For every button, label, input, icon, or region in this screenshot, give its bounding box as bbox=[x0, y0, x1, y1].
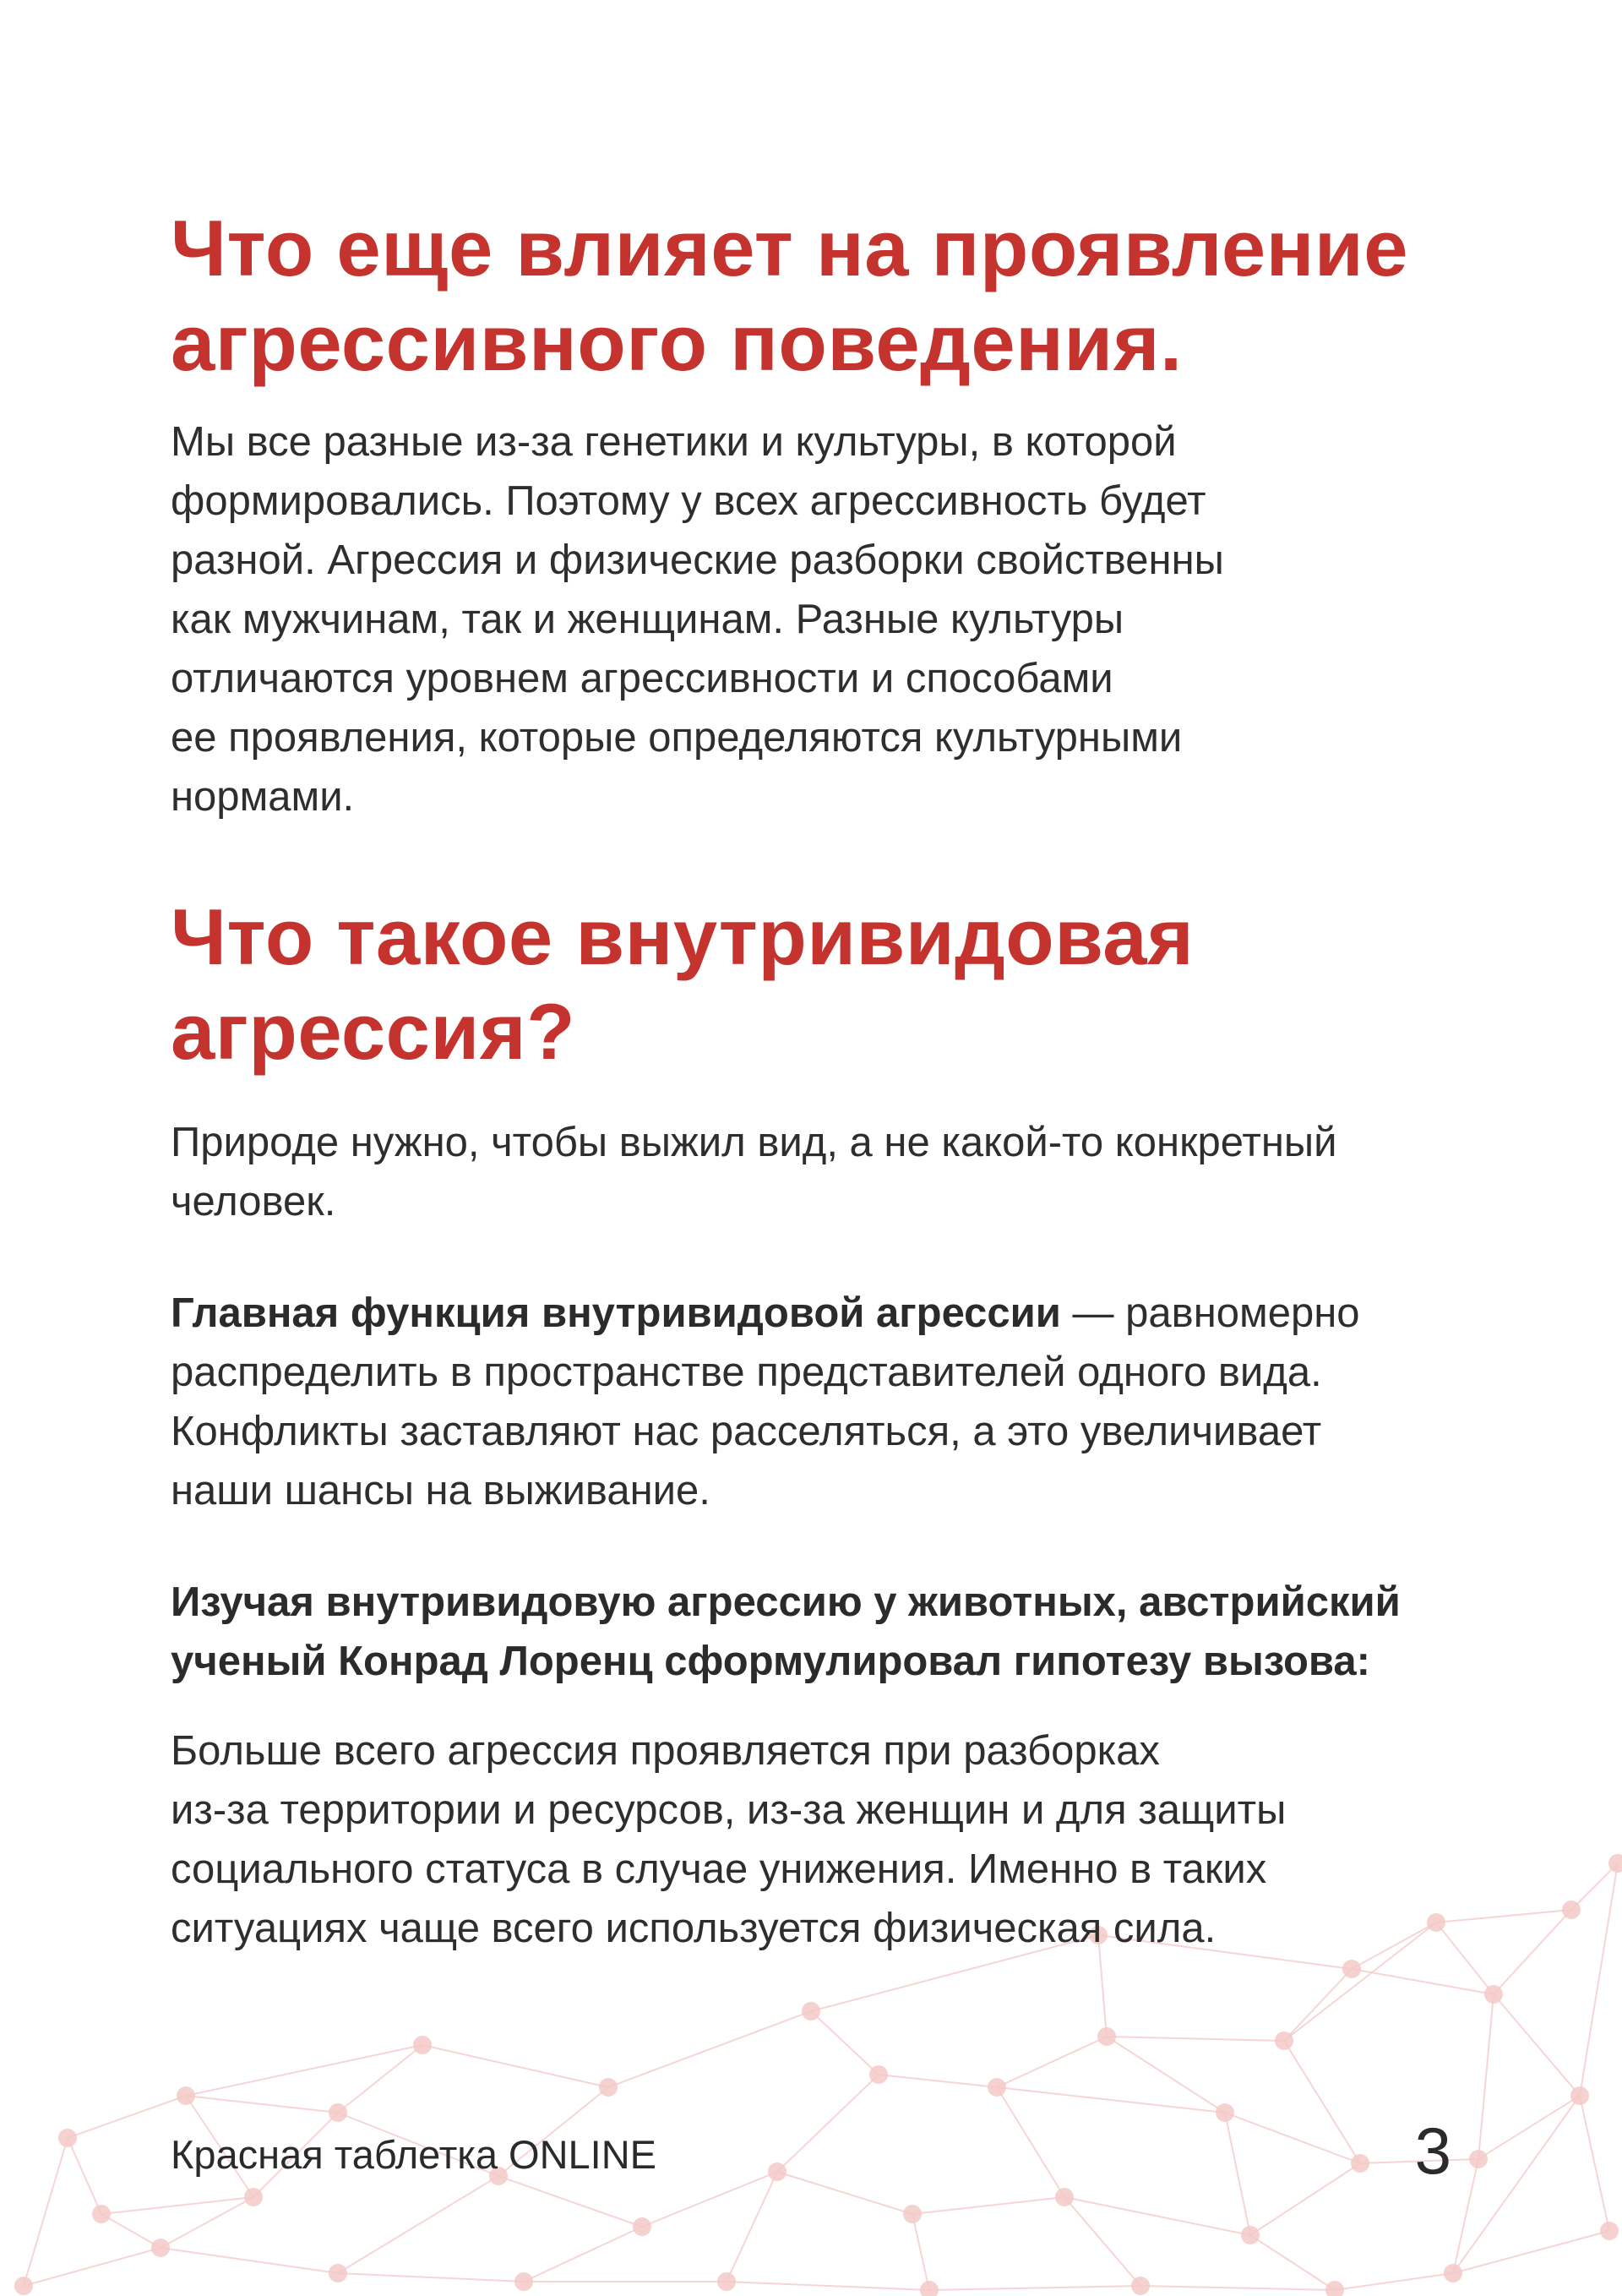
network-line bbox=[1494, 1910, 1571, 1994]
network-node bbox=[1600, 2222, 1619, 2240]
network-node bbox=[717, 2272, 736, 2291]
page-number: 3 bbox=[1414, 2113, 1451, 2188]
network-node bbox=[1241, 2226, 1260, 2244]
text-line: ученый Конрад Лоренц сформулировал гипотезу вызова: bbox=[171, 1639, 1370, 1684]
text-line: Больше всего агрессия проявляется при разборках bbox=[171, 1728, 1160, 1774]
text-line: нормами. bbox=[171, 774, 355, 820]
text-line: Конфликты заставляют нас расселяться, а это увеличивает bbox=[171, 1409, 1322, 1454]
section-heading-aggression-factors bbox=[171, 201, 1489, 390]
text-line bbox=[171, 1284, 1489, 1343]
network-line bbox=[161, 2248, 338, 2273]
network-node bbox=[1469, 2150, 1488, 2168]
network-node bbox=[413, 2036, 432, 2054]
network-line bbox=[338, 2045, 422, 2113]
network-node bbox=[1216, 2103, 1234, 2122]
network-line bbox=[422, 2045, 608, 2087]
network-node bbox=[1131, 2277, 1150, 2295]
text-line: формировались. Поэтому у всех агрессивность будет bbox=[171, 478, 1206, 524]
network-line bbox=[101, 2197, 253, 2214]
text-line: наши шансы на выживание. bbox=[171, 1468, 710, 1513]
network-line bbox=[101, 2214, 161, 2248]
network-node bbox=[244, 2188, 263, 2206]
network-node bbox=[1562, 1901, 1581, 1919]
network-line bbox=[1284, 1969, 1352, 2041]
text-line: отличаются уровнем агрессивности и способами bbox=[171, 656, 1113, 701]
network-line bbox=[727, 2172, 777, 2282]
network-node bbox=[869, 2065, 888, 2084]
network-line bbox=[68, 2138, 101, 2214]
network-node bbox=[1275, 2031, 1293, 2050]
network-line bbox=[24, 2138, 68, 2286]
network-line bbox=[1453, 2231, 1609, 2273]
paragraph-main-function bbox=[171, 1284, 1489, 1520]
paragraph-genetics-culture bbox=[171, 412, 1489, 826]
network-node bbox=[92, 2205, 111, 2223]
network-node bbox=[802, 2002, 820, 2021]
network-line bbox=[811, 2011, 879, 2075]
network-node bbox=[920, 2281, 939, 2296]
network-node bbox=[903, 2205, 922, 2223]
text-line: ее проявления, которые определяются культурными bbox=[171, 715, 1183, 761]
network-line bbox=[338, 2176, 498, 2273]
section-heading-intraspecific-aggression bbox=[171, 890, 1489, 1079]
text-line: распределить в пространстве представителей одного вида. bbox=[171, 1350, 1322, 1395]
network-line bbox=[777, 2172, 912, 2214]
network-line bbox=[912, 2197, 1064, 2214]
text-fragment: — равномерно bbox=[1060, 1290, 1360, 1336]
text-line: разной. Агрессия и физические разборки свойственны bbox=[171, 537, 1224, 583]
footer-brand: Красная таблетка ONLINE bbox=[171, 2132, 657, 2177]
text-line: ситуациях чаще всего используется физическая сила. bbox=[171, 1906, 1216, 1951]
network-node bbox=[1444, 2264, 1462, 2282]
network-node bbox=[151, 2239, 170, 2257]
network-line bbox=[161, 2197, 253, 2248]
text-line: Изучая внутривидовую агрессию у животных, австрийский bbox=[171, 1579, 1401, 1625]
text-line: Мы все разные из-за генетики и культуры, в которой bbox=[171, 419, 1177, 465]
paragraph-nature-needs-species bbox=[171, 1113, 1489, 1231]
network-line bbox=[1140, 2286, 1335, 2290]
text-line: Природе нужно, чтобы выжил вид, а не какой-то конкретный bbox=[171, 1120, 1337, 1165]
network-line bbox=[1580, 1863, 1618, 2096]
network-line bbox=[727, 2282, 929, 2290]
network-node bbox=[1342, 1960, 1361, 1978]
network-line bbox=[777, 2075, 879, 2172]
paragraph-conflict-causes bbox=[171, 1721, 1489, 1958]
text-line: из-за территории и ресурсов, из-за женщин и для защиты bbox=[171, 1787, 1287, 1833]
heading-text: Что такое внутривидовая агрессия? bbox=[171, 892, 1195, 1076]
network-node bbox=[1570, 2086, 1589, 2105]
network-node bbox=[329, 2103, 347, 2122]
network-node bbox=[177, 2086, 195, 2105]
network-line bbox=[1352, 1969, 1494, 1994]
network-node bbox=[1325, 2281, 1344, 2296]
network-line bbox=[524, 2227, 642, 2282]
network-line bbox=[879, 2075, 997, 2087]
network-node bbox=[768, 2162, 787, 2181]
network-node bbox=[14, 2277, 33, 2295]
network-node bbox=[58, 2129, 77, 2147]
network-line bbox=[338, 2273, 524, 2282]
network-line bbox=[1107, 2037, 1284, 2041]
heading-text: Что еще влияет на проявление агрессивного поведения. bbox=[171, 204, 1408, 387]
network-line bbox=[1250, 2163, 1360, 2235]
network-line bbox=[24, 2248, 161, 2286]
network-line bbox=[1335, 2273, 1453, 2290]
bold-term: Главная функция внутривидовой агрессии bbox=[171, 1290, 1061, 1336]
network-node bbox=[633, 2217, 651, 2236]
network-line bbox=[1284, 2041, 1360, 2163]
network-node bbox=[1484, 1985, 1503, 2004]
network-line bbox=[1250, 2235, 1335, 2290]
network-node bbox=[514, 2272, 533, 2291]
network-node bbox=[1351, 2154, 1369, 2173]
network-node bbox=[329, 2264, 347, 2282]
paragraph-lorenz-hypothesis bbox=[171, 1573, 1489, 1691]
network-line bbox=[1580, 2096, 1609, 2231]
network-node bbox=[988, 2078, 1006, 2097]
network-line bbox=[929, 2286, 1140, 2290]
network-line bbox=[498, 2176, 642, 2227]
text-line: как мужчинам, так и женщинам. Разные культуры bbox=[171, 597, 1124, 642]
network-line bbox=[1225, 2113, 1360, 2163]
network-line bbox=[997, 2087, 1064, 2197]
network-node bbox=[599, 2078, 618, 2097]
page-content bbox=[171, 201, 1489, 1958]
network-line bbox=[608, 2011, 811, 2087]
network-line bbox=[997, 2037, 1107, 2087]
network-line bbox=[1494, 1994, 1580, 2096]
text-line: социального статуса в случае унижения. Именно в таких bbox=[171, 1846, 1267, 1892]
network-line bbox=[912, 2214, 929, 2290]
network-line bbox=[1225, 2113, 1250, 2235]
network-node bbox=[1097, 2027, 1116, 2046]
network-line bbox=[1478, 2096, 1580, 2159]
network-line bbox=[186, 2096, 338, 2113]
network-node bbox=[1055, 2188, 1074, 2206]
network-line bbox=[68, 2096, 186, 2138]
network-line bbox=[186, 2045, 422, 2096]
network-line bbox=[1478, 1994, 1494, 2159]
text-line: человек. bbox=[171, 1179, 336, 1224]
network-line bbox=[642, 2172, 777, 2227]
